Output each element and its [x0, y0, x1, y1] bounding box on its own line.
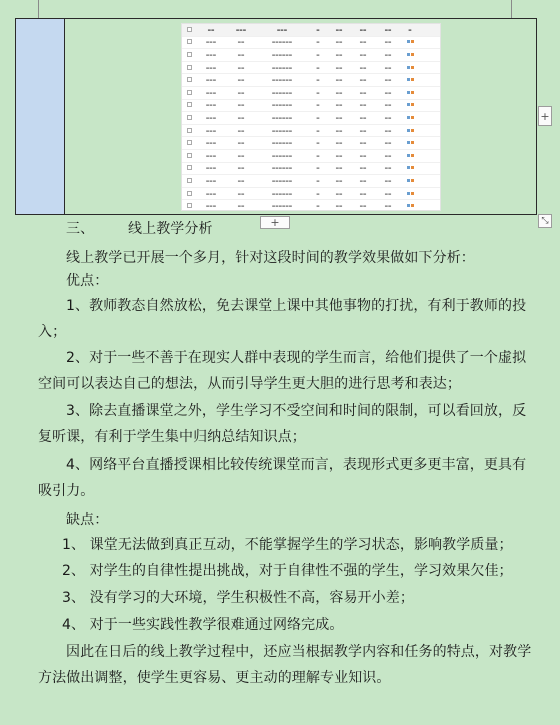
screenshot-cell — [400, 204, 420, 208]
con-4: 4、 对于一些实践性教学很难通过网络完成。 — [62, 617, 344, 633]
screenshot-cell: ▬▬ — [237, 52, 245, 57]
pro-4-line-2: 吸引力。 — [38, 483, 95, 499]
screenshot-cell: ▬▬ — [359, 141, 367, 146]
screenshot-cell: ▬▬▬ — [205, 65, 217, 70]
screenshot-cell: ▬ — [316, 141, 320, 146]
screenshot-cell: ▬▬ — [335, 191, 343, 196]
screenshot-row — [182, 162, 440, 175]
screenshot-row — [182, 199, 440, 210]
screenshot-cell: ▬ — [316, 40, 320, 45]
screenshot-row — [182, 187, 440, 200]
screenshot-cell — [182, 102, 196, 108]
con-2: 2、 对学生的自律性提出挑战，对于自律性不强的学生，学习效果欠佳； — [62, 563, 513, 579]
screenshot-cell: ▬▬ — [359, 103, 367, 108]
screenshot-cell: ▬▬ — [335, 178, 343, 183]
embedded-screenshot-image — [182, 24, 440, 210]
con-1: 1、 课堂无法做到真正互动，不能掌握学生的学习状态，影响教学质量； — [62, 537, 513, 553]
screenshot-cell: ▬ — [316, 90, 320, 95]
screenshot-cell: ▬▬ — [359, 153, 367, 158]
screenshot-row — [182, 174, 440, 187]
header-col-4: ▬ — [316, 27, 320, 32]
screenshot-row — [182, 149, 440, 162]
conclusion-line-2: 方法做出调整，使学生更容易、更主动的理解专业知识。 — [38, 670, 391, 686]
screenshot-cell: ▬▬ — [237, 191, 245, 196]
heading-title: 线上教学分析 — [128, 221, 213, 237]
screenshot-cell: ▬▬▬▬▬▬ — [271, 141, 293, 146]
screenshot-header-row — [182, 24, 440, 36]
screenshot-cell: ▬▬▬ — [205, 115, 217, 120]
screenshot-cell: ▬▬▬ — [205, 90, 217, 95]
screenshot-cell — [400, 91, 420, 95]
screenshot-cell: ▬▬ — [384, 141, 392, 146]
screenshot-cell: ▬▬ — [335, 65, 343, 70]
add-row-button[interactable]: + — [260, 216, 290, 229]
screenshot-cell: ▬▬ — [359, 166, 367, 171]
screenshot-cell: ▬▬▬▬▬▬ — [271, 40, 293, 45]
screenshot-cell — [182, 140, 196, 146]
screenshot-cell — [400, 192, 420, 196]
screenshot-cell: ▬▬ — [335, 204, 343, 209]
screenshot-cell: ▬ — [316, 115, 320, 120]
screenshot-cell: ▬▬ — [237, 40, 245, 45]
screenshot-cell: ▬▬ — [359, 65, 367, 70]
screenshot-cell — [182, 165, 196, 171]
screenshot-cell: ▬▬ — [237, 204, 245, 209]
screenshot-cell: ▬▬ — [384, 191, 392, 196]
header-checkbox — [182, 27, 196, 33]
screenshot-cell: ▬▬▬▬▬▬ — [271, 166, 293, 171]
screenshot-cell — [400, 141, 420, 145]
pros-label: 优点： — [66, 273, 109, 289]
header-col-1: ▬▬ — [207, 27, 215, 32]
screenshot-cell: ▬▬▬ — [205, 166, 217, 171]
screenshot-cell: ▬▬ — [384, 52, 392, 57]
screenshot-cell: ▬▬ — [359, 204, 367, 209]
screenshot-cell: ▬ — [316, 166, 320, 171]
screenshot-row — [182, 73, 440, 86]
heading-number: 三、 — [66, 221, 95, 237]
screenshot-cell: ▬ — [316, 103, 320, 108]
screenshot-cell — [182, 52, 196, 58]
screenshot-cell: ▬ — [316, 65, 320, 70]
section-heading — [66, 219, 213, 239]
screenshot-cell: ▬▬▬ — [205, 141, 217, 146]
screenshot-cell: ▬▬▬ — [205, 204, 217, 209]
screenshot-cell: ▬▬ — [359, 78, 367, 83]
screenshot-cell: ▬ — [316, 153, 320, 158]
screenshot-cell: ▬ — [316, 52, 320, 57]
screenshot-cell: ▬▬▬ — [205, 52, 217, 57]
screenshot-cell: ▬▬ — [384, 166, 392, 171]
screenshot-row — [182, 61, 440, 74]
screenshot-cell — [182, 65, 196, 71]
screenshot-cell: ▬▬ — [384, 128, 392, 133]
screenshot-row — [182, 124, 440, 137]
header-col-2: ▬▬▬ — [235, 27, 247, 32]
screenshot-cell — [182, 178, 196, 184]
screenshot-cell: ▬▬ — [384, 115, 392, 120]
screenshot-cell — [400, 166, 420, 170]
screenshot-cell: ▬▬ — [335, 128, 343, 133]
screenshot-cell: ▬▬ — [237, 128, 245, 133]
screenshot-cell: ▬▬ — [335, 153, 343, 158]
screenshot-cell: ▬▬ — [359, 128, 367, 133]
document-table — [15, 18, 537, 215]
screenshot-cell — [182, 153, 196, 159]
screenshot-cell: ▬▬ — [384, 78, 392, 83]
screenshot-cell: ▬▬ — [384, 65, 392, 70]
screenshot-cell: ▬▬ — [359, 191, 367, 196]
screenshot-cell — [400, 53, 420, 57]
pro-1-line-1: 1、教师教态自然放松，免去课堂上课中其他事物的打扰，有利于教师的投 — [66, 298, 527, 314]
screenshot-cell — [182, 39, 196, 45]
header-col-6: ▬▬ — [359, 27, 367, 32]
screenshot-cell: ▬▬▬ — [205, 153, 217, 158]
screenshot-cell: ▬▬ — [237, 78, 245, 83]
screenshot-cell: ▬▬ — [335, 103, 343, 108]
screenshot-cell: ▬▬▬▬▬▬ — [271, 191, 293, 196]
screenshot-cell: ▬ — [316, 178, 320, 183]
screenshot-cell: ▬▬ — [384, 90, 392, 95]
screenshot-cell: ▬▬ — [335, 40, 343, 45]
pro-2-line-1: 2、对于一些不善于在现实人群中表现的学生而言，给他们提供了一个虚拟 — [66, 350, 527, 366]
header-col-8: ▬ — [408, 27, 412, 32]
screenshot-cell: ▬▬ — [237, 90, 245, 95]
screenshot-row — [182, 48, 440, 61]
add-column-button[interactable]: + — [538, 106, 552, 126]
screenshot-cell: ▬ — [316, 191, 320, 196]
screenshot-cell: ▬▬ — [237, 166, 245, 171]
screenshot-cell: ▬▬ — [237, 103, 245, 108]
header-col-7: ▬▬ — [384, 27, 392, 32]
screenshot-cell — [182, 203, 196, 209]
screenshot-cell — [400, 154, 420, 158]
screenshot-cell: ▬▬ — [335, 166, 343, 171]
screenshot-cell — [182, 191, 196, 197]
screenshot-cell: ▬▬▬▬▬▬ — [271, 128, 293, 133]
screenshot-cell: ▬▬ — [335, 141, 343, 146]
screenshot-row — [182, 99, 440, 112]
screenshot-cell: ▬▬▬▬▬▬ — [271, 65, 293, 70]
con-3: 3、 没有学习的大环境，学生积极性不高，容易开小差； — [62, 590, 414, 606]
pro-3-line-2: 复听课，有利于学生集中归纳总结知识点； — [38, 429, 306, 445]
screenshot-cell: ▬▬▬▬▬▬ — [271, 204, 293, 209]
screenshot-cell: ▬▬▬ — [205, 78, 217, 83]
screenshot-cell: ▬▬ — [359, 90, 367, 95]
screenshot-cell: ▬▬▬▬▬▬ — [271, 178, 293, 183]
pro-1-line-2: 入； — [38, 324, 67, 340]
screenshot-cell — [182, 77, 196, 83]
screenshot-cell: ▬▬ — [237, 153, 245, 158]
screenshot-cell: ▬▬ — [237, 115, 245, 120]
screenshot-cell — [400, 40, 420, 44]
screenshot-cell: ▬ — [316, 204, 320, 209]
screenshot-row — [182, 136, 440, 149]
screenshot-row — [182, 36, 440, 49]
screenshot-row — [182, 86, 440, 99]
screenshot-cell: ▬▬ — [237, 178, 245, 183]
screenshot-cell: ▬▬▬▬▬▬ — [271, 103, 293, 108]
screenshot-cell: ▬▬ — [384, 178, 392, 183]
screenshot-cell: ▬▬▬▬▬▬ — [271, 90, 293, 95]
screenshot-cell — [182, 90, 196, 96]
screenshot-cell: ▬▬ — [359, 115, 367, 120]
table-resize-handle[interactable]: ⤡ — [538, 214, 552, 228]
screenshot-cell: ▬ — [316, 78, 320, 83]
screenshot-cell: ▬▬ — [384, 103, 392, 108]
header-col-3: ▬▬▬ — [276, 27, 288, 32]
screenshot-cell: ▬▬ — [384, 153, 392, 158]
screenshot-cell: ▬▬▬▬▬▬ — [271, 78, 293, 83]
screenshot-cell: ▬▬▬▬▬▬ — [271, 115, 293, 120]
screenshot-cell — [400, 103, 420, 107]
screenshot-cell: ▬▬ — [335, 90, 343, 95]
screenshot-cell: ▬▬ — [335, 78, 343, 83]
screenshot-cell: ▬▬▬▬▬▬ — [271, 153, 293, 158]
screenshot-row — [182, 111, 440, 124]
screenshot-cell: ▬▬ — [335, 115, 343, 120]
screenshot-cell — [400, 129, 420, 133]
pro-3-line-1: 3、除去直播课堂之外，学生学习不受空间和时间的限制，可以看回放，反 — [66, 403, 527, 419]
conclusion-line-1: 因此在日后的线上教学过程中，还应当根据教学内容和任务的特点，对教学 — [66, 644, 532, 660]
pro-2-line-2: 空间可以表达自己的想法，从而引导学生更大胆的进行思考和表达； — [38, 376, 461, 392]
header-col-5: ▬▬ — [335, 27, 343, 32]
page-boundary-mark-right — [511, 0, 512, 18]
screenshot-cell: ▬▬ — [384, 40, 392, 45]
screenshot-cell: ▬▬▬ — [205, 103, 217, 108]
screenshot-cell: ▬▬ — [237, 65, 245, 70]
screenshot-cell: ▬▬▬ — [205, 178, 217, 183]
screenshot-cell: ▬▬ — [335, 52, 343, 57]
screenshot-cell — [182, 128, 196, 134]
screenshot-cell: ▬▬ — [237, 141, 245, 146]
cons-label: 缺点： — [66, 512, 109, 528]
screenshot-cell: ▬▬ — [359, 40, 367, 45]
screenshot-cell — [400, 66, 420, 70]
screenshot-cell: ▬▬▬ — [205, 128, 217, 133]
screenshot-cell — [182, 115, 196, 121]
pro-4-line-1: 4、网络平台直播授课相比较传统课堂而言，表现形式更多更丰富，更具有 — [66, 457, 527, 473]
screenshot-cell — [400, 78, 420, 82]
screenshot-cell — [400, 179, 420, 183]
page-boundary-mark-left — [38, 0, 39, 18]
table-image-cell — [65, 19, 536, 214]
screenshot-cell: ▬▬ — [359, 178, 367, 183]
screenshot-cell: ▬ — [316, 128, 320, 133]
screenshot-cell: ▬▬▬ — [205, 191, 217, 196]
screenshot-cell: ▬▬ — [359, 52, 367, 57]
screenshot-cell: ▬▬ — [384, 204, 392, 209]
table-blue-cell — [16, 19, 65, 214]
screenshot-cell: ▬▬▬▬▬▬ — [271, 52, 293, 57]
screenshot-cell — [400, 116, 420, 120]
intro-paragraph: 线上教学已开展一个多月，针对这段时间的教学效果做如下分析： — [66, 250, 475, 266]
screenshot-cell: ▬▬▬ — [205, 40, 217, 45]
